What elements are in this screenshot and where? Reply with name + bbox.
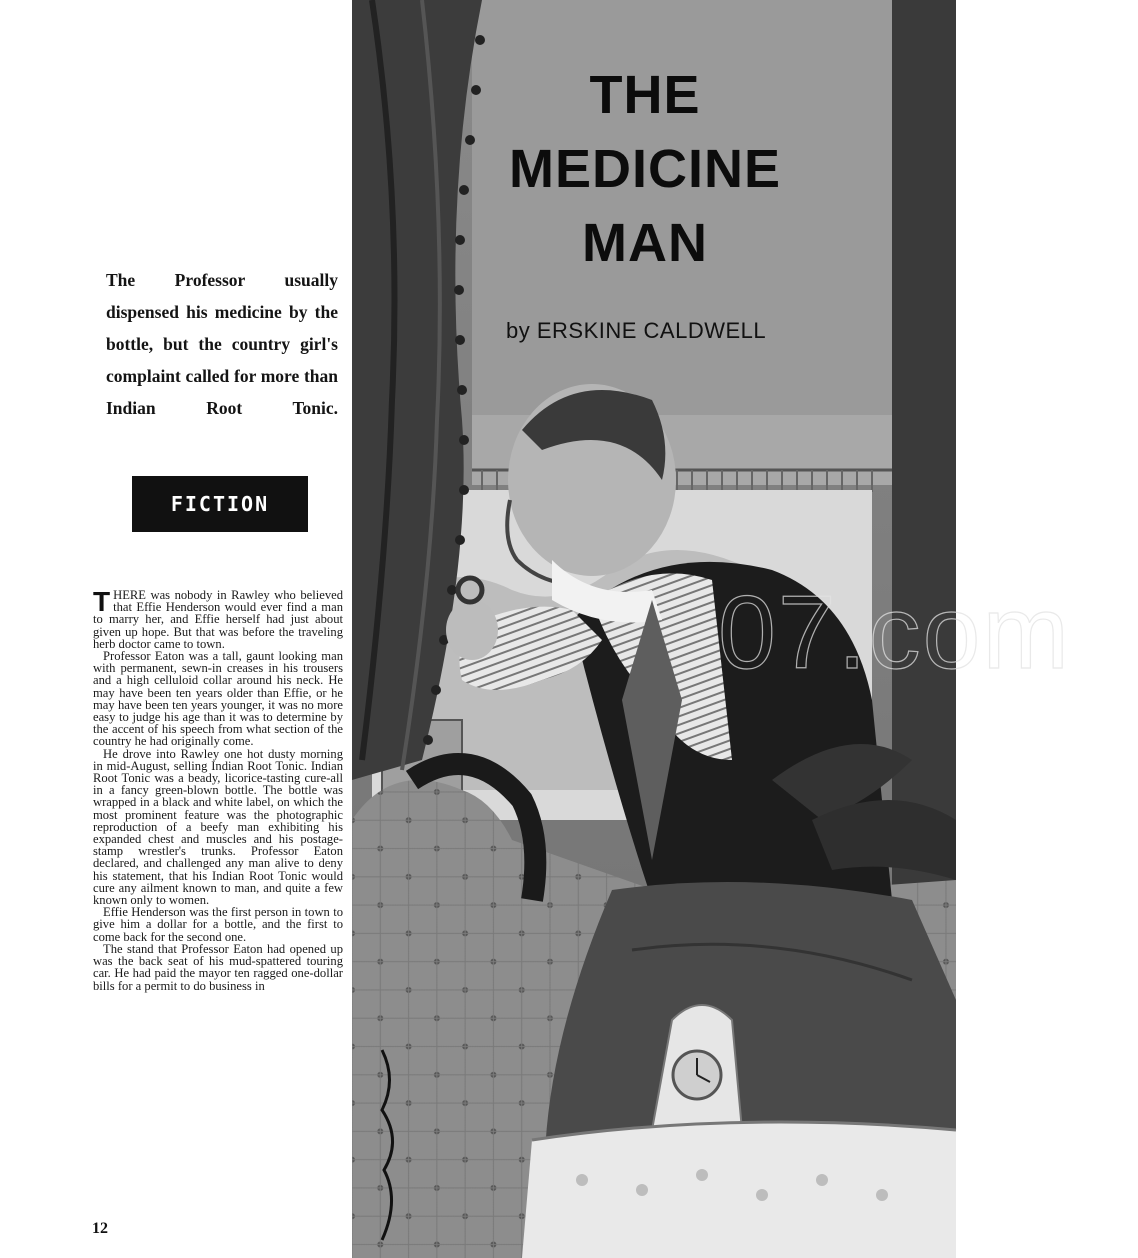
paragraph: Professor Eaton was a tall, gaunt looking man with permanent, sewn-in creases in his trousers and a high celluloid collar around his neck. He may have been ten years older than Effie, or he may have been ten years younger, it was no more easy to judge his age than it was to determine by the accent of his speech from what section of the country he had originally come. — [93, 649, 343, 749]
byline: by ERSKINE CALDWELL — [506, 318, 767, 343]
category-text: FICTION — [170, 492, 270, 516]
category-label — [132, 476, 308, 532]
story-teaser: The Professor usually dispensed his medicine by the bottle, but the country girl's complaint called for more than Indian Root Tonic. — [106, 270, 338, 418]
story-body — [93, 586, 343, 993]
title-line: MEDICINE — [508, 139, 781, 199]
paragraph: Effie Henderson was the first person in town to give him a dollar for a bottle, and the first to come back for the second one. — [93, 905, 343, 944]
text-column — [0, 0, 352, 1258]
paragraph — [93, 586, 343, 651]
paragraph-text: HERE was nobody in Rawley who believed that Effie Henderson would ever find a man to marry her, and Effie herself had just about given up hope. But that was before the traveling herb doctor came to town. — [93, 588, 343, 651]
story-title — [490, 58, 800, 280]
title-line: MAN — [582, 213, 708, 273]
title-line: THE — [589, 65, 701, 125]
drop-cap: T — [93, 586, 111, 617]
paragraph: He drove into Rawley one hot dusty morning in mid-August, selling Indian Root Tonic. Indian Root Tonic was a beady, licorice-tasting cure-all in a fancy green-blown bottle. The bottle was wrapped in a black and white label, on which the most prominent feature was the photographic reproduction of a beefy man exhibiting his expanded chest and muscles and his postage-stamp wrestler's trunks. Professor Eaton declared, and challenged any man alive to deny his statement, that his Indian Root Tonic would cure any ailment known to man, and quite a few known only to women. — [93, 746, 343, 908]
page-number: 12 — [92, 1220, 108, 1237]
paragraph: The stand that Professor Eaton had opened up was the back seat of his mud-spattered touring car. He had paid the mayor ten ragged one-dollar bills for a permit to do business in — [93, 941, 343, 993]
watermark: 07.com — [718, 575, 1072, 691]
